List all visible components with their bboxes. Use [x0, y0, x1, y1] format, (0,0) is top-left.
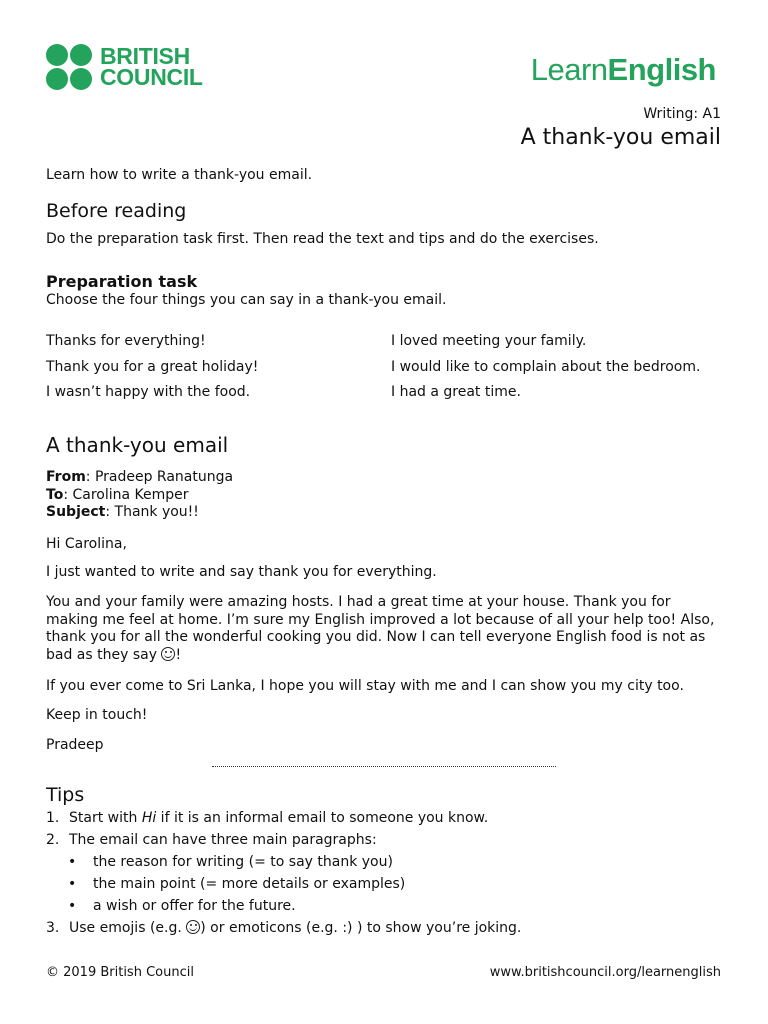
tip-item: 3. Use emojis (e.g. ) or emoticons (e.g. :) ) to show you’re joking.: [46, 920, 522, 936]
winking-smiley-icon: [186, 920, 200, 934]
email-heading: A thank-you email: [46, 433, 229, 457]
option-item: Thanks for everything!: [46, 333, 206, 349]
learnenglish-logo: LearnEnglish: [530, 52, 716, 87]
email-greeting: Hi Carolina,: [46, 536, 127, 552]
level-label: Writing: A1: [643, 106, 721, 122]
option-item: Thank you for a great holiday!: [46, 359, 259, 375]
website-url: www.britishcouncil.org/learnenglish: [489, 965, 721, 980]
tip-item: 2. The email can have three main paragraphs:: [46, 832, 377, 848]
to-line: To: Carolina Kemper: [46, 486, 189, 503]
tip-item: 1. Start with Hi if it is an informal email to someone you know.: [46, 810, 489, 826]
email-paragraph: Keep in touch!: [46, 707, 148, 723]
subject-line: Subject: Thank you!!: [46, 504, 199, 520]
winking-smiley-icon: [161, 647, 175, 661]
email-signature: Pradeep: [46, 737, 104, 753]
tips-list: [46, 807, 521, 939]
sub-tip-item: • the main point (= more details or examples): [68, 876, 406, 892]
logo-dots-icon: [46, 44, 92, 90]
email-paragraph: You and your family were amazing hosts. I had a great time at your house. Thank you for making me feel at home. I’m sure my English improved a lot because of all your help too! Also, thank you for all the wonderful cooking you did. Now I can tell everyone English food is not as bad as they say !: [46, 594, 715, 663]
option-item: I had a great time.: [391, 384, 521, 400]
intro-text: Learn how to write a thank-you email.: [46, 167, 313, 183]
sub-tip-item: • the reason for writing (= to say thank you): [68, 854, 393, 870]
before-reading-text: Do the preparation task first. Then read the text and tips and do the exercises.: [46, 231, 599, 247]
brand-name: BRITISH COUNCIL: [100, 43, 203, 90]
email-paragraph: I just wanted to write and say thank you for everything.: [46, 564, 437, 580]
option-item: I wasn’t happy with the food.: [46, 384, 251, 400]
preparation-heading: Preparation task: [46, 272, 198, 291]
tips-heading: Tips: [46, 784, 85, 806]
email-paragraph: If you ever come to Sri Lanka, I hope you will stay with me and I can show you my city too.: [46, 678, 684, 694]
british-council-logo: [46, 44, 203, 90]
email-headers: [46, 469, 726, 522]
from-line: From: Pradeep Ranatunga: [46, 469, 234, 485]
option-item: I loved meeting your family.: [391, 333, 587, 349]
copyright: © 2019 British Council: [46, 965, 194, 980]
before-reading-heading: Before reading: [46, 200, 187, 222]
page-title: A thank-you email: [520, 125, 721, 150]
dotted-divider: [212, 766, 556, 767]
option-item: I would like to complain about the bedroom.: [391, 359, 701, 375]
sub-tip-item: • a wish or offer for the future.: [68, 898, 296, 914]
preparation-instruction: Choose the four things you can say in a thank-you email.: [46, 292, 447, 308]
